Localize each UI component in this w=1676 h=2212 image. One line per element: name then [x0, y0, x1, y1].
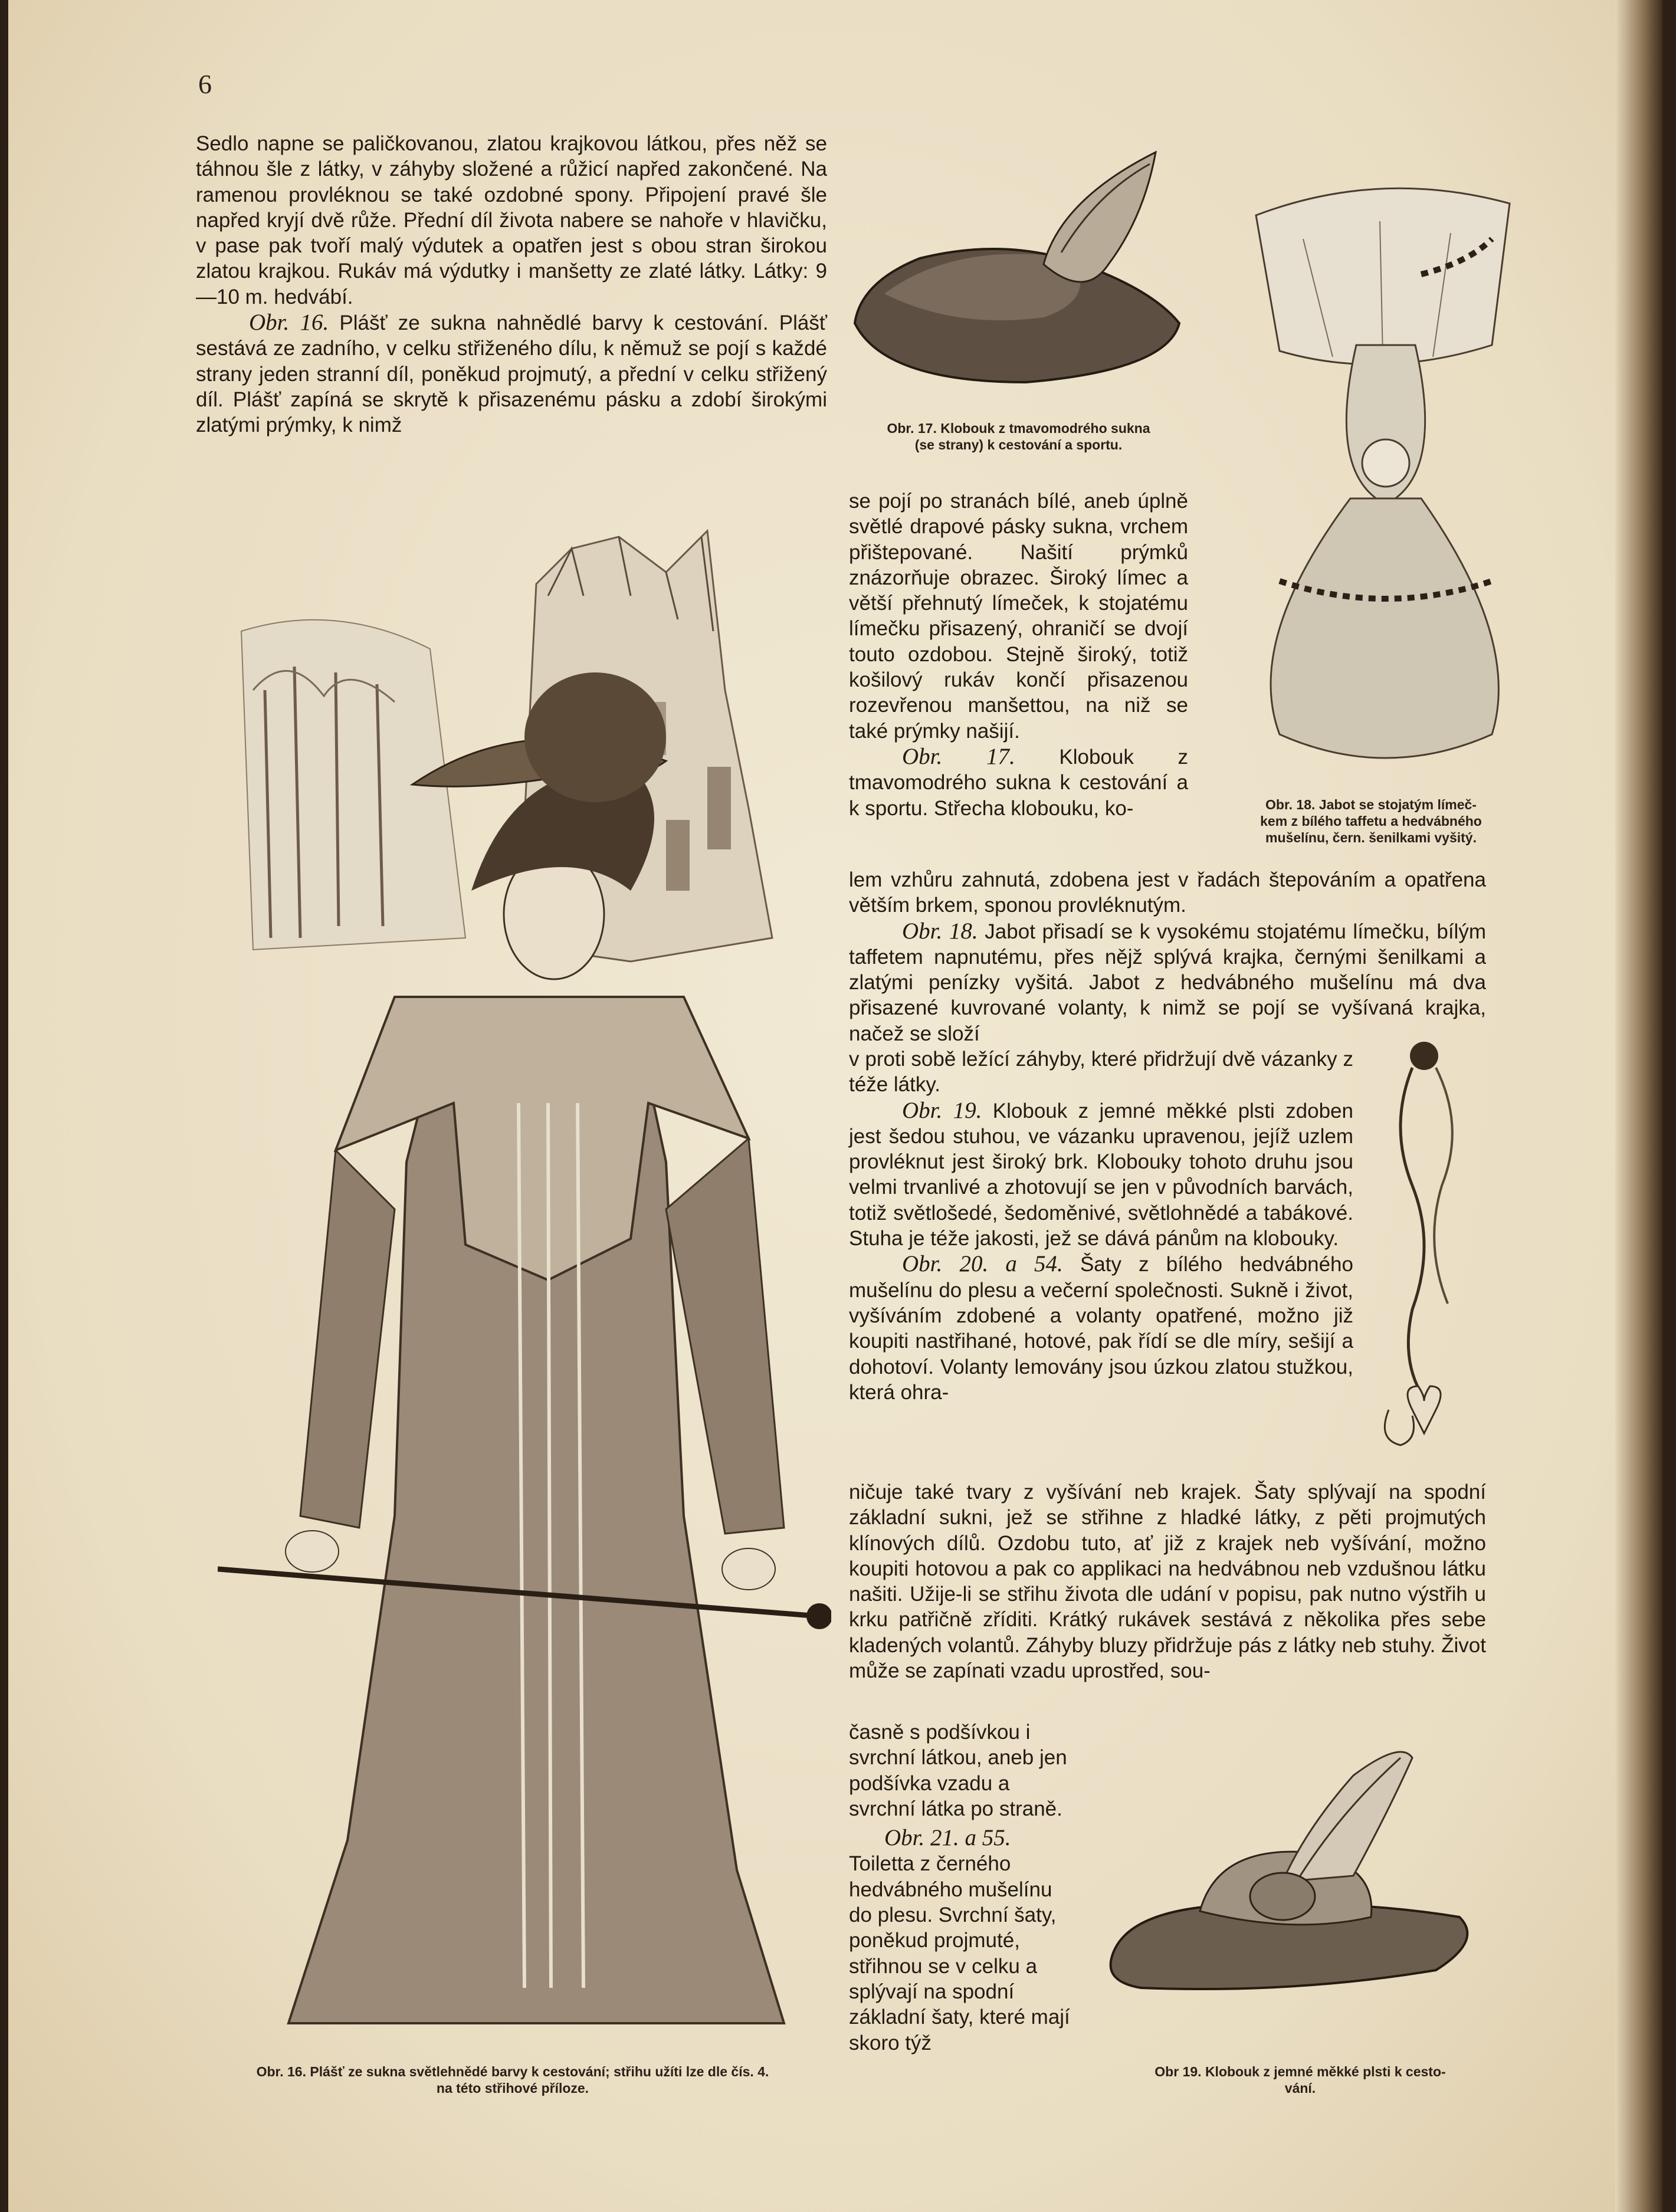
text-fig19: Klobouk z jemné měkké plsti zdoben jest šedou stuhou, ve vázanku upravenou, jejíž uzlem provléknut jest široký brk. Klobouky tohoto druhu jsou velmi trvanlivé a zhotovují se jen v původních barvách, totiž světlošedé, šedoměnivé, světlohnědé a tabákové. Stuha je téže jakosti, jež se dává pánům na klobouky. — [849, 1099, 1353, 1251]
label-fig18: Obr. 18. — [902, 918, 978, 944]
fig19-hat-illustration — [1106, 1740, 1483, 2000]
fig17-caption-line2: (se strany) k cestování a sportu. — [914, 437, 1123, 452]
label-fig21: Obr. 21. a 55. — [884, 1825, 1011, 1851]
magazine-page — [8, 0, 1662, 2212]
paragraph-fig20-mid: ničuje také tvary z vyšívání neb krajek. Šaty splývají na spodní základní sukni, jež se střihne z hladké látky, z pěti projmutých klínových dílů. Ozdobu tuto, ať již z krajek neb vyšívání, možno koupiti hotovou a pak co applikaci na hedvábnou neb vzdušnou látku našiti. Užije-li se střihu života dle udání v popisu, pak nutno výstřih u krku patřičně zříditi. Krátký rukávek sestává z několika přes sebe kladených volantů. Záhyby bluzy přidržuje pás z látky neb stuhy. Život může se zapínati vzadu uprostřed, sou- — [849, 1481, 1486, 1683]
column2-text-c — [849, 1046, 1353, 1405]
paragraph-fig20-end: časně s podšívkou i svrchní látkou, aneb jen podšívka vzadu a svrchní látka po straně. — [849, 1721, 1067, 1820]
fig16-caption-line2: na této střihové příloze. — [436, 2080, 589, 2096]
paragraph-fig16-cont: se pojí po stranách bílé, aneb úplně světlé drapové pásky sukna, vrchem přištepované. Našití prýmků znázorňuje obrazec. Široký límec a větší přehnutý límeček, k stojatému límečku přisazený, ohraničí se dvojí touto ozdobou. Stejně široký, totiž košilový rukáv končí přisazenou rozevřenou manšettou, na niž se také prýmky našijí. — [849, 490, 1188, 743]
label-fig19: Obr. 19. — [902, 1097, 982, 1123]
fig17-caption-line1: Obr. 17. Klobouk z tmavomodrého sukna — [887, 421, 1150, 436]
fig16-coat-illustration — [218, 513, 831, 2047]
column2-text-e — [849, 1719, 1073, 2056]
paragraph-fig18-end: v proti sobě ležící záhyby, které přidržují dvě vázanky z téže látky. — [849, 1048, 1353, 1097]
text-fig16: Plášť ze sukna nahnědlé barvy k cestování. Plášť sestává ze zadního, v celku střiženého dílu, k němuž se pojí s každé strany jeden stranní díl, poněkud projmutý, a přední v celku střižený díl. Plášť zapíná se skrytě k přisazenému pásku a zdobí širokými zlatými prýmky, k nimž — [196, 311, 827, 437]
column1-text — [196, 131, 827, 438]
ornament-figure — [1377, 1032, 1471, 1457]
text-fig20-start: Šaty z bílého hedvábného mušelínu do plesu a večerní společnosti. Sukně i život, vyšíváním zdobené a volanty opatřené, možno již koupiti nastřihané, hotové, pak řídí se dle míry, sešijí a dohotoví. Volanty lemovány jsou úzkou zlatou stužkou, která ohra- — [849, 1253, 1353, 1404]
paragraph-fig19 — [849, 1098, 1353, 1252]
column2-text-a — [849, 488, 1188, 821]
fig16-caption — [188, 2063, 837, 2096]
label-fig17: Obr. 17. — [902, 743, 1015, 769]
fig18-caption — [1232, 796, 1510, 846]
fig19-caption-line2: vání. — [1284, 2080, 1316, 2096]
label-fig20: Obr. 20. a 54. — [902, 1251, 1063, 1277]
fig18-jabot-illustration — [1244, 168, 1521, 782]
paragraph-fig16 — [196, 310, 827, 438]
fig17-hat-illustration — [849, 146, 1185, 406]
book-binding — [1615, 0, 1662, 2212]
column2-text-b — [849, 867, 1486, 1046]
text-fig17-start: Klobouk z tmavomodrého sukna k cestování a k sportu. Střecha klobouku, ko- — [849, 745, 1188, 820]
column2-text-d — [849, 1479, 1486, 1683]
text-fig18-start: Jabot přisadí se k vysokému stojatému límečku, bílým taffetem napnutému, přes nějž splývá krajka, černými šenilkami a zlatými penízky vyšitá. Jabot z hedvábného mušelínu má dva přisazené kuvrované volanty, k nimž se pojí se vyšívaná krajka, načež se složí — [849, 920, 1486, 1045]
fig19-caption-line1: Obr 19. Klobouk z jemné měkké plsti k cesto- — [1154, 2064, 1446, 2079]
page-number: 6 — [198, 69, 212, 99]
paragraph-fig17-end: lem vzhůru zahnutá, zdobena jest v řadách štepováním a opatřena větším brkem, sponou provléknutým. — [849, 868, 1486, 917]
paragraph-fig20-start — [849, 1251, 1353, 1405]
fig18-caption-line3: mušelínu, čern. šenilkami vyšitý. — [1265, 830, 1477, 845]
text-fig21: Toiletta z černého hedvábného mušelínu do plesu. Svrchní šaty, poněkud projmuté, střihnou se v celku a splývají na spodní základní šaty, které mají skoro týž — [849, 1852, 1070, 2055]
paragraph-fig17-start — [849, 744, 1188, 821]
fig19-caption — [1100, 2063, 1501, 2096]
paragraph-fig18-start — [849, 918, 1486, 1046]
paragraph-fig21 — [849, 1825, 1073, 2056]
label-fig16: Obr. 16. — [249, 310, 329, 336]
fig18-caption-line2: kem z bílého taffetu a hedvábného — [1260, 813, 1482, 829]
fig16-caption-line1: Obr. 16. Plášť ze sukna světlehnědé barvy k cestování; střihu užíti lze dle čís. 4. — [256, 2064, 769, 2079]
fig18-caption-line1: Obr. 18. Jabot se stojatým límeč- — [1265, 797, 1477, 812]
paragraph-saddle: Sedlo napne se paličkovanou, zlatou krajkovou látkou, přes něž se táhnou šle z látky, v záhyby složené a růžicí napřed zakončené. Na ramenou provléknou se také ozdobné spony. Připojení pravé šle napřed kryjí dvě růže. Přední díl života nabere se nahoře v hlavičku, v pase pak tvoří malý výdutek a opatřen jest s obou stran širokou zlatou krajkou. Rukáv má výdutky i manšetty ze zlaté látky. Látky: 9—10 m. hedvábí. — [196, 132, 827, 309]
fig17-caption — [849, 420, 1188, 453]
